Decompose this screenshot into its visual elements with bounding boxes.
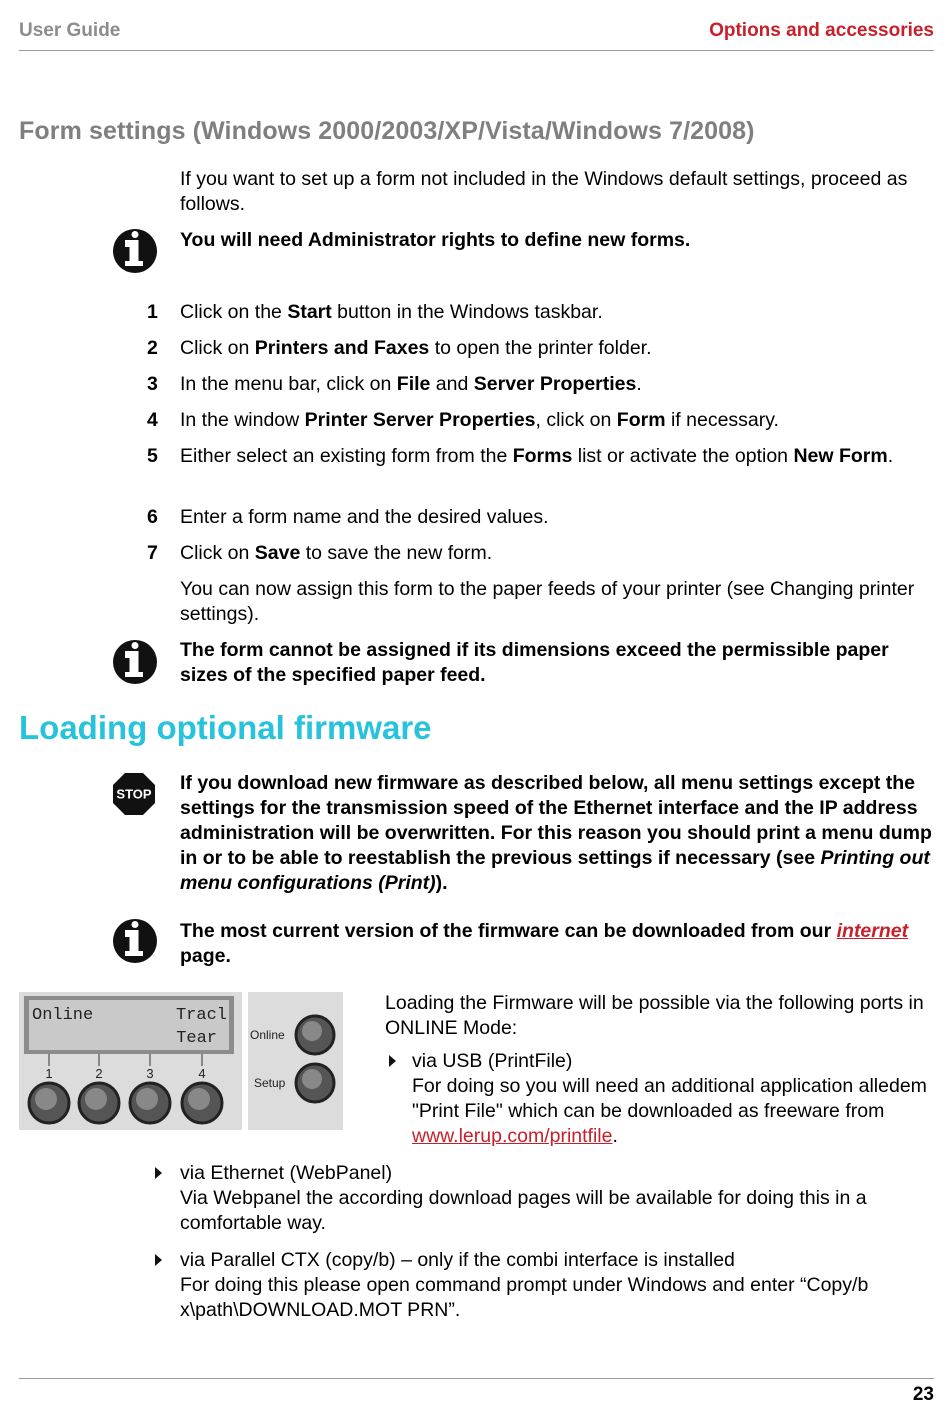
section-heading-loading-firmware: Loading optional firmware [19, 709, 432, 746]
intro-paragraph: If you want to set up a form not included in the Windows default settings, proceed as follows. [180, 168, 908, 215]
step-number: 4 [147, 409, 158, 431]
info-icon [112, 918, 158, 964]
assign-form-paragraph: You can now assign this form to the paper feeds of your printer (see Changing printer settings). [180, 578, 915, 625]
header-guide-title: User Guide [19, 20, 121, 41]
page-number: 23 [912, 1384, 934, 1405]
step-text: Either select an existing form from the Forms list or activate the option New Form. [180, 445, 894, 467]
svg-text:Online: Online [32, 1006, 94, 1025]
step-number: 2 [147, 337, 158, 359]
ethernet-option: via Ethernet (WebPanel) Via Webpanel the according download pages will be available for doing this in a comfortable way. [180, 1162, 867, 1234]
step-text: Click on Printers and Faxes to open the printer folder. [180, 337, 652, 359]
step-text: Click on the Start button in the Windows taskbar. [180, 301, 603, 323]
step-text: Enter a form name and the desired values. [180, 506, 549, 528]
parallel-option: via Parallel CTX (copy/b) – only if the combi interface is installed For doing this please open command prompt under Windows and enter “Copy/b x\path\DOWNLOAD.MOT PRN”. [180, 1249, 869, 1321]
step-number: 5 [147, 445, 158, 467]
footer-divider [19, 1378, 934, 1379]
step-number: 1 [147, 301, 158, 323]
step-number: 3 [147, 373, 158, 395]
form-dimensions-note: The form cannot be assigned if its dimensions exceed the permissible paper sizes of the specified paper feed. [180, 639, 889, 686]
internet-link[interactable]: internet [836, 920, 909, 942]
svg-text:Tear: Tear [176, 1029, 217, 1048]
step-text: In the window Printer Server Properties, click on Form if necessary. [180, 409, 779, 431]
info-icon [112, 639, 158, 685]
firmware-overwrite-warning: If you download new firmware as described below, all menu settings except the settings for the transmission speed of the Ethernet interface and the IP address administration will be overwritten. For this reason you should print a menu dump in or to be able to reestablish the previous settings if necessary (see Printing out menu configurations (Print)). [180, 772, 932, 894]
svg-text:Online: Online [250, 1028, 285, 1042]
svg-text:STOP: STOP [116, 786, 152, 802]
bullet-arrow-icon [388, 1055, 398, 1067]
svg-text:Tracl: Tracl [175, 1006, 227, 1025]
svg-text:3: 3 [146, 1066, 154, 1081]
stop-sign-icon [112, 772, 156, 816]
section-heading-form-settings: Form settings (Windows 2000/2003/XP/Vista/Windows 7/2008) [19, 117, 755, 145]
lerup-link[interactable]: www.lerup.com/printfile [412, 1125, 613, 1147]
svg-text:Setup: Setup [254, 1076, 286, 1090]
admin-rights-note: You will need Administrator rights to define new forms. [180, 229, 691, 251]
step-text: Click on Save to save the new form. [180, 542, 493, 564]
svg-text:1: 1 [45, 1066, 53, 1081]
info-icon [112, 228, 158, 274]
step-number: 7 [147, 542, 158, 564]
header-divider [19, 50, 934, 51]
ports-intro-paragraph: Loading the Firmware will be possible via the following ports in ONLINE Mode: [385, 992, 924, 1039]
step-text: In the menu bar, click on File and Server Properties. [180, 373, 642, 395]
header-chapter-title: Options and accessories [709, 20, 934, 41]
bullet-arrow-icon [154, 1254, 164, 1266]
usb-option: via USB (PrintFile) For doing so you will need an additional application alledem "Print File" which can be downloaded as freeware from www.lerup.com/printfile. [412, 1050, 927, 1147]
bullet-arrow-icon [154, 1167, 164, 1179]
step-number: 6 [147, 506, 158, 528]
svg-text:2: 2 [95, 1066, 103, 1081]
svg-text:4: 4 [198, 1066, 206, 1081]
firmware-download-note: The most current version of the firmware can be downloaded from our internet page. [180, 920, 909, 967]
printer-control-panel-illustration [19, 992, 343, 1130]
